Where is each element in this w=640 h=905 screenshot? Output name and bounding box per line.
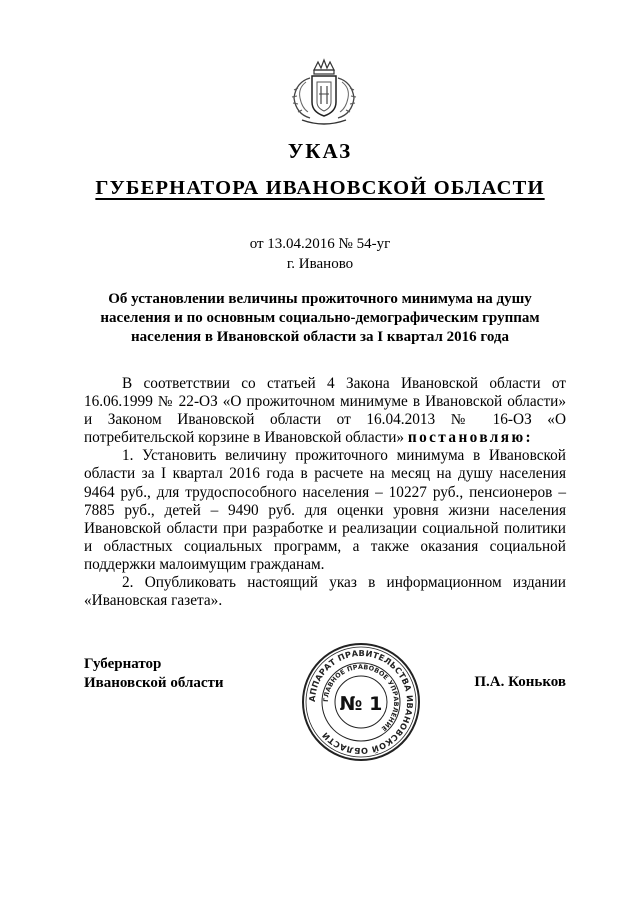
document-body (84, 375, 566, 610)
seal-inner-text: ГЛАВНОЕ ПРАВОВОЕ УПРАВЛЕНИЕ (321, 662, 401, 733)
clause-1: 1. Установить величину прожиточного минимума в Ивановской области за I квартал 2016 года в расчете на месяц на душу населения 9464 руб., для трудоспособного населения – 10227 руб., пенсионеров – 7885 руб., детей – 9490 руб. для оценки уровня жизни населения Ивановской области при разработке и реализации социальной политики и областных социальных программ, а также оказания социальной поддержки малоимущим гражданам. (84, 447, 566, 573)
document-heading (0, 290, 640, 347)
signature-title-line: Губернатор (84, 656, 162, 672)
clause-2: 2. Опубликовать настоящий указ в информационном издании «Ивановская газета». (84, 574, 566, 610)
seal-number: № 1 (339, 693, 383, 715)
document-date-number: от 13.04.2016 № 54-уг (249, 236, 391, 252)
preamble-paragraph (84, 375, 566, 447)
preamble-text: В соответствии со статьей 4 Закона Ивановской области от 16.06.1999 № 22-ОЗ «О прожиточном минимуме в Ивановской области» и Законом Ивановской области от 16.04.2013 № 16-ОЗ «О потребительской корзине в Ивановской области» (84, 375, 566, 447)
decree-word: постановляю: (407, 429, 534, 447)
document-issuer-text: ГУБЕРНАТОРА ИВАНОВСКОЙ ОБЛАСТИ (95, 177, 545, 199)
signature-name: П.А. Коньков (474, 674, 566, 690)
seal-ring-text: АППАРАТ ПРАВИТЕЛЬСТВА ИВАНОВСКОЙ ОБЛАСТИ (306, 647, 416, 757)
signature-title-line: Ивановской области (84, 675, 224, 691)
heading-line: Об установлении величины прожиточного минимума на душу (108, 291, 532, 307)
coat-of-arms-emblem (288, 58, 360, 128)
official-seal (300, 641, 422, 763)
document-title: УКАЗ (287, 139, 353, 163)
signature-position (84, 655, 224, 693)
heading-line: населения в Ивановской области за I квартал 2016 года (131, 329, 509, 345)
document-city: г. Иваново (286, 256, 354, 272)
heading-line: населения и по основным социально-демографическим группам (100, 310, 540, 326)
document-issuer (0, 177, 640, 200)
